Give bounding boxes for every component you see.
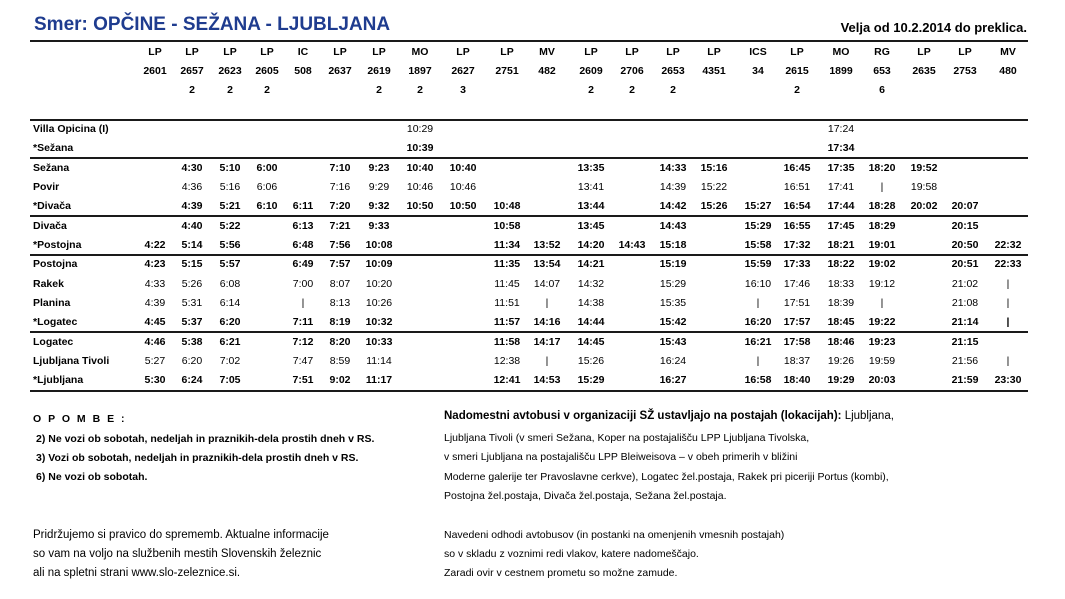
time-cell: 14:44	[577, 316, 605, 328]
time-cell: 17:32	[783, 239, 811, 251]
time-cell: 19:26	[827, 355, 855, 367]
time-cell: 7:21	[329, 220, 351, 232]
time-cell: 13:45	[577, 220, 605, 232]
time-cell: |	[545, 297, 549, 309]
time-cell: 13:35	[577, 162, 605, 174]
train-number-5: 2637	[328, 65, 352, 77]
time-cell: 7:20	[329, 200, 351, 212]
time-cell: 18:39	[827, 297, 855, 309]
time-cell: 15:59	[744, 258, 772, 270]
time-cell: 10:32	[365, 316, 393, 328]
train-number-20: 2753	[953, 65, 977, 77]
time-cell: 17:44	[827, 200, 855, 212]
train-type-13: LP	[666, 46, 680, 58]
train-type-4: IC	[297, 46, 309, 58]
train-note-11: 2	[588, 84, 594, 96]
train-number-0: 2601	[143, 65, 167, 77]
time-cell: 9:32	[368, 200, 390, 212]
time-cell: 17:34	[827, 142, 855, 154]
time-cell: 7:00	[292, 278, 314, 290]
time-cell: 11:14	[366, 355, 392, 367]
time-cell: 18:46	[827, 336, 855, 348]
time-cell: 17:24	[827, 123, 855, 135]
time-cell: 18:37	[783, 355, 811, 367]
time-cell: 4:40	[181, 220, 203, 232]
train-number-4: 508	[294, 65, 312, 77]
time-cell: 15:42	[659, 316, 687, 328]
time-cell: 8:13	[329, 297, 351, 309]
train-type-1: LP	[185, 46, 199, 58]
time-cell: 17:57	[783, 316, 811, 328]
train-type-11: LP	[584, 46, 598, 58]
time-cell: 11:51	[494, 297, 520, 309]
train-number-13: 2653	[661, 65, 685, 77]
time-cell: |	[1006, 355, 1010, 367]
time-cell: 4:30	[181, 162, 203, 174]
route-title: Smer: OPČINE - SEŽANA - LJUBLJANA	[34, 14, 391, 35]
time-cell: 11:35	[493, 258, 521, 270]
time-cell: 22:33	[994, 258, 1022, 270]
notes-title: O P O M B E :	[33, 413, 127, 425]
time-cell: 17:35	[827, 162, 855, 174]
time-cell: 14:45	[577, 336, 605, 348]
train-number-21: 480	[999, 65, 1017, 77]
time-cell: 14:16	[533, 316, 561, 328]
time-cell: 6:13	[292, 220, 314, 232]
time-cell: 14:42	[659, 200, 687, 212]
bus-line-4: Moderne galerije ter Pravoslavne cerkve), Logatec žel.postaja, Rakek pri piceriji Portus (kombi),	[444, 471, 889, 483]
time-cell: 6:24	[181, 374, 203, 386]
time-cell: 5:37	[181, 316, 203, 328]
time-cell: 10:40	[449, 162, 477, 174]
time-cell: 4:23	[144, 258, 166, 270]
time-cell: 7:12	[292, 336, 314, 348]
time-cell: 19:02	[868, 258, 896, 270]
train-number-8: 2627	[451, 65, 475, 77]
time-cell: 7:51	[292, 374, 314, 386]
time-cell: 8:59	[329, 355, 351, 367]
train-number-16: 2615	[785, 65, 809, 77]
time-cell: 5:14	[181, 239, 203, 251]
time-cell: 14:39	[659, 181, 687, 193]
station-name: Postojna	[33, 258, 78, 270]
time-cell: 14:33	[659, 162, 687, 174]
time-cell: 10:29	[406, 123, 434, 135]
time-cell: 5:26	[181, 278, 203, 290]
time-cell: 6:06	[256, 181, 278, 193]
train-type-5: LP	[333, 46, 347, 58]
time-cell: 16:45	[783, 162, 811, 174]
station-name: Logatec	[33, 336, 74, 348]
train-type-20: LP	[958, 46, 972, 58]
rule-after-divaca-arr	[30, 215, 1028, 217]
time-cell: 10:20	[365, 278, 393, 290]
time-cell: 18:33	[827, 278, 855, 290]
time-cell: 15:18	[659, 239, 687, 251]
train-type-15: ICS	[749, 46, 767, 58]
time-cell: 16:54	[783, 200, 811, 212]
time-cell: 6:08	[219, 278, 241, 290]
time-cell: 21:59	[951, 374, 979, 386]
time-cell: 17:51	[783, 297, 811, 309]
time-cell: 5:16	[219, 181, 241, 193]
time-cell: 7:16	[329, 181, 351, 193]
bus-title-text: Nadomestni avtobusi v organizaciji SŽ ustavljajo na postajah (lokacijah):	[444, 410, 842, 422]
time-cell: 15:29	[744, 220, 772, 232]
time-cell: 4:33	[144, 278, 166, 290]
time-cell: 5:15	[181, 258, 203, 270]
time-cell: 5:31	[181, 297, 203, 309]
time-cell: 20:07	[951, 200, 979, 212]
time-cell: 5:56	[219, 239, 241, 251]
time-cell: 14:07	[533, 278, 561, 290]
time-cell: 11:45	[494, 278, 520, 290]
time-cell: 4:46	[144, 336, 166, 348]
time-cell: 19:01	[868, 239, 896, 251]
time-cell: 11:17	[365, 374, 393, 386]
time-cell: 13:44	[577, 200, 605, 212]
train-number-19: 2635	[912, 65, 936, 77]
time-cell: |	[880, 297, 884, 309]
time-cell: 18:20	[868, 162, 896, 174]
train-number-1: 2657	[180, 65, 204, 77]
time-cell: 5:22	[219, 220, 241, 232]
train-type-7: MO	[411, 46, 429, 58]
time-cell: 16:58	[744, 374, 772, 386]
time-cell: 16:10	[744, 278, 772, 290]
time-cell: 19:22	[868, 316, 896, 328]
rule-after-logatec-arr	[30, 331, 1028, 333]
train-type-21: MV	[1000, 46, 1016, 58]
station-name: Ljubljana Tivoli	[33, 355, 110, 367]
train-number-6: 2619	[367, 65, 391, 77]
train-number-7: 1897	[408, 65, 432, 77]
time-cell: 19:58	[910, 181, 938, 193]
time-cell: 21:56	[951, 355, 979, 367]
time-cell: 4:45	[144, 316, 166, 328]
time-cell: 15:22	[700, 181, 728, 193]
time-cell: 20:50	[951, 239, 979, 251]
train-type-14: LP	[707, 46, 721, 58]
time-cell: 14:32	[577, 278, 605, 290]
station-name: *Ljubljana	[33, 374, 84, 386]
footer-line-1: Pridržujemo si pravico do sprememb. Aktualne informacije	[33, 529, 329, 541]
time-cell: 6:20	[219, 316, 241, 328]
time-cell: 15:16	[700, 162, 728, 174]
time-cell: |	[756, 297, 760, 309]
time-cell: 18:22	[827, 258, 855, 270]
time-cell: 9:33	[368, 220, 390, 232]
train-number-17: 1899	[829, 65, 853, 77]
time-cell: 10:58	[493, 220, 521, 232]
bottom-rule	[30, 390, 1028, 392]
note-6: 6) Ne vozi ob sobotah.	[36, 471, 148, 483]
rule-after-opicina	[30, 157, 1028, 159]
time-cell: 14:53	[533, 374, 561, 386]
train-type-12: LP	[625, 46, 639, 58]
time-cell: 19:23	[868, 336, 896, 348]
time-cell: 7:02	[219, 355, 241, 367]
train-number-9: 2751	[495, 65, 519, 77]
time-cell: 15:26	[577, 355, 605, 367]
time-cell: 6:21	[219, 336, 241, 348]
time-cell: 4:39	[144, 297, 166, 309]
time-cell: 12:41	[493, 374, 521, 386]
station-name: Villa Opicina (I)	[33, 123, 109, 135]
time-cell: |	[1006, 297, 1010, 309]
validity-text: Velja od 10.2.2014 do preklica.	[840, 20, 1027, 35]
time-cell: 18:28	[868, 200, 896, 212]
time-cell: 9:29	[368, 181, 390, 193]
time-cell: 19:29	[827, 374, 855, 386]
station-name: *Logatec	[33, 316, 78, 328]
time-cell: 21:08	[951, 297, 979, 309]
train-number-18: 653	[873, 65, 891, 77]
note-3: 3) Vozi ob sobotah, nedeljah in praznikih-dela prostih dneh v RS.	[36, 452, 359, 464]
time-cell: 13:41	[577, 181, 605, 193]
footer-line-2: so vam na voljo na službenih mestih Slovenskih železnic	[33, 548, 322, 560]
station-name: Rakek	[33, 278, 64, 290]
time-cell: 18:45	[827, 316, 855, 328]
time-cell: 19:59	[868, 355, 896, 367]
station-name: *Sežana	[33, 142, 74, 154]
time-cell: 7:57	[329, 258, 351, 270]
train-note-18: 6	[879, 84, 885, 96]
time-cell: 15:43	[659, 336, 687, 348]
time-cell: 19:52	[910, 162, 938, 174]
station-name: Povir	[33, 181, 60, 193]
time-cell: 7:56	[329, 239, 351, 251]
bus-line-5: Postojna žel.postaja, Divača žel.postaja, Sežana žel.postaja.	[444, 490, 727, 502]
train-note-3: 2	[264, 84, 270, 96]
time-cell: |	[756, 355, 760, 367]
bus-info-1: Navedeni odhodi avtobusov (in postanki na omenjenih vmesnih postajah)	[444, 529, 785, 541]
bus-info-3: Zaradi ovir v cestnem prometu so možne zamude.	[444, 567, 678, 579]
station-name: Planina	[33, 297, 71, 309]
time-cell: 20:15	[951, 220, 979, 232]
train-type-19: LP	[917, 46, 931, 58]
time-cell: 8:20	[329, 336, 351, 348]
time-cell: 15:29	[659, 278, 687, 290]
rule-after-postojna-arr	[30, 254, 1028, 256]
time-cell: 5:10	[219, 162, 241, 174]
train-number-14: 4351	[702, 65, 726, 77]
time-cell: 15:35	[659, 297, 687, 309]
time-cell: 6:49	[292, 258, 314, 270]
time-cell: 8:19	[329, 316, 351, 328]
time-cell: 11:57	[493, 316, 521, 328]
train-type-3: LP	[260, 46, 274, 58]
time-cell: 14:38	[577, 297, 605, 309]
time-cell: 4:22	[144, 239, 166, 251]
time-cell: 10:33	[365, 336, 393, 348]
time-cell: 20:51	[951, 258, 979, 270]
bus-title-first: Ljubljana,	[844, 410, 894, 422]
time-cell: 16:24	[659, 355, 687, 367]
time-cell: 15:26	[700, 200, 728, 212]
train-note-7: 2	[417, 84, 423, 96]
time-cell: 16:55	[783, 220, 811, 232]
train-number-2: 2623	[218, 65, 242, 77]
time-cell: 14:20	[577, 239, 605, 251]
time-cell: 5:21	[219, 200, 241, 212]
time-cell: 16:27	[659, 374, 687, 386]
time-cell: 6:14	[219, 297, 241, 309]
note-2: 2) Ne vozi ob sobotah, nedeljah in praznikih-dela prostih dneh v RS.	[36, 433, 375, 445]
bus-line-3: v smeri Ljubljana na postajališču LPP Bleiweisova – v obeh primerih v bližini	[444, 451, 798, 463]
bus-line-2: Ljubljana Tivoli (v smeri Sežana, Koper na postajališču LPP Ljubljana Tivolska,	[444, 432, 810, 444]
train-number-10: 482	[538, 65, 556, 77]
time-cell: 10:50	[406, 200, 434, 212]
time-cell: |	[1006, 316, 1010, 328]
time-cell: 7:10	[329, 162, 351, 174]
train-note-2: 2	[227, 84, 233, 96]
time-cell: 15:58	[744, 239, 772, 251]
time-cell: 15:29	[577, 374, 605, 386]
rule-before-sezana	[30, 119, 1028, 121]
time-cell: 17:58	[783, 336, 811, 348]
time-cell: 10:40	[406, 162, 434, 174]
footer-line-3: ali na spletni strani www.slo-zeleznice.si.	[33, 567, 241, 579]
time-cell: 16:51	[783, 181, 811, 193]
train-type-6: LP	[372, 46, 386, 58]
time-cell: 6:10	[256, 200, 278, 212]
train-note-8: 3	[460, 84, 466, 96]
train-type-18: RG	[874, 46, 890, 58]
time-cell: 14:21	[577, 258, 605, 270]
time-cell: 17:45	[827, 220, 855, 232]
time-cell: 16:20	[744, 316, 772, 328]
time-cell: 21:14	[951, 316, 979, 328]
time-cell: |	[1006, 278, 1010, 290]
time-cell: 20:03	[868, 374, 896, 386]
time-cell: 14:43	[659, 220, 687, 232]
train-note-13: 2	[670, 84, 676, 96]
time-cell: 16:21	[744, 336, 772, 348]
train-type-10: MV	[539, 46, 555, 58]
time-cell: 10:09	[365, 258, 393, 270]
bus-title	[444, 410, 894, 422]
station-name: Sežana	[33, 162, 70, 174]
time-cell: 5:57	[219, 258, 241, 270]
time-cell: |	[545, 355, 549, 367]
time-cell: 9:23	[368, 162, 390, 174]
time-cell: 21:15	[951, 336, 979, 348]
time-cell: 10:46	[449, 181, 477, 193]
time-cell: 11:58	[493, 336, 521, 348]
time-cell: 15:19	[659, 258, 687, 270]
train-type-8: LP	[456, 46, 470, 58]
time-cell: 10:48	[493, 200, 521, 212]
station-name: Divača	[33, 220, 67, 232]
time-cell: 7:47	[292, 355, 314, 367]
time-cell: 23:30	[994, 374, 1022, 386]
train-note-12: 2	[629, 84, 635, 96]
header-rule	[30, 40, 1028, 42]
time-cell: 4:36	[181, 181, 203, 193]
time-cell: 6:20	[181, 355, 203, 367]
time-cell: 12:38	[493, 355, 521, 367]
time-cell: 13:54	[533, 258, 561, 270]
time-cell: 6:00	[256, 162, 278, 174]
time-cell: 6:48	[292, 239, 314, 251]
time-cell: 10:08	[365, 239, 393, 251]
station-name: *Divača	[33, 200, 71, 212]
time-cell: 8:07	[329, 278, 351, 290]
train-type-17: MO	[832, 46, 850, 58]
train-number-11: 2609	[579, 65, 603, 77]
time-cell: 20:02	[910, 200, 938, 212]
time-cell: |	[880, 181, 884, 193]
time-cell: 17:41	[827, 181, 855, 193]
train-type-2: LP	[223, 46, 237, 58]
time-cell: 4:39	[181, 200, 203, 212]
time-cell: 22:32	[994, 239, 1022, 251]
train-type-16: LP	[790, 46, 804, 58]
time-cell: 10:39	[406, 142, 434, 154]
time-cell: 11:34	[493, 239, 521, 251]
time-cell: 15:27	[744, 200, 772, 212]
time-cell: 5:27	[144, 355, 166, 367]
time-cell: 14:43	[618, 239, 646, 251]
station-name: *Postojna	[33, 239, 82, 251]
train-type-9: LP	[500, 46, 514, 58]
train-number-3: 2605	[255, 65, 279, 77]
train-note-6: 2	[376, 84, 382, 96]
time-cell: 17:46	[783, 278, 811, 290]
time-cell: 6:11	[292, 200, 314, 212]
time-cell: 10:46	[406, 181, 434, 193]
time-cell: 7:11	[292, 316, 314, 328]
time-cell: 14:17	[533, 336, 561, 348]
time-cell: 9:02	[329, 374, 351, 386]
time-cell: 21:02	[951, 278, 979, 290]
time-cell: 13:52	[533, 239, 561, 251]
time-cell: 18:40	[783, 374, 811, 386]
time-cell: 5:30	[144, 374, 166, 386]
time-cell: 10:26	[365, 297, 393, 309]
time-cell: |	[301, 297, 305, 309]
time-cell: 19:12	[868, 278, 896, 290]
train-note-1: 2	[189, 84, 195, 96]
time-cell: 7:05	[219, 374, 241, 386]
train-note-16: 2	[794, 84, 800, 96]
train-number-15: 34	[752, 65, 764, 77]
time-cell: 18:21	[827, 239, 855, 251]
train-type-0: LP	[148, 46, 162, 58]
time-cell: 17:33	[783, 258, 811, 270]
time-cell: 5:38	[181, 336, 203, 348]
time-cell: 18:29	[868, 220, 896, 232]
train-number-12: 2706	[620, 65, 644, 77]
bus-info-2: so v skladu z voznimi redi vlakov, katere nadomeščajo.	[444, 548, 699, 560]
time-cell: 10:50	[449, 200, 477, 212]
